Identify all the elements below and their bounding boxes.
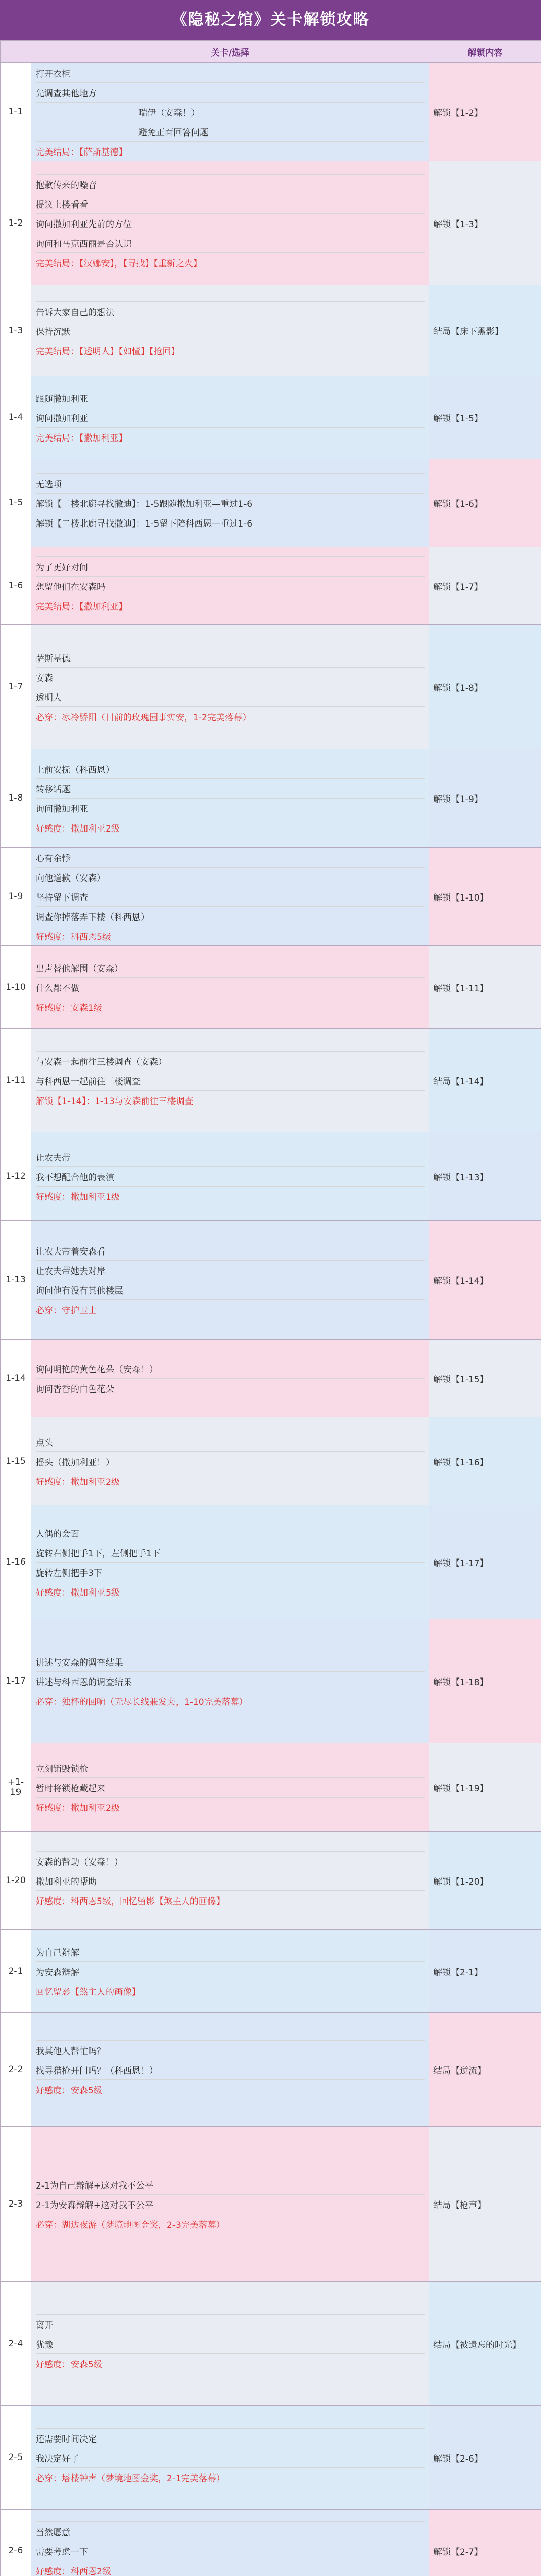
row-content: [31, 1930, 429, 2013]
row-note: 完美结局：【萨斯基德】: [36, 141, 425, 161]
row-line: 为了更好对间: [36, 556, 425, 576]
row-line: 我决定好了: [36, 2448, 425, 2467]
row-line: 提议上楼看看: [36, 194, 425, 213]
row-content: [31, 2127, 429, 2282]
row-line: 心有余悸: [36, 848, 425, 867]
row-id: 1-1: [1, 63, 31, 161]
row-content: [31, 2282, 429, 2406]
table-row: [1, 2510, 541, 2576]
table-body: [1, 63, 541, 2576]
row-unlock: 解锁【1-11】: [429, 946, 541, 1029]
row-note: 好感度：安森5级: [36, 2353, 425, 2373]
row-note: 必穿：独杯的回响（无尽长线兼发夹，1-10完美落幕）: [36, 1691, 425, 1710]
table-row: [1, 1619, 541, 1743]
row-content: [31, 1743, 429, 1832]
row-id: 1-4: [1, 376, 31, 459]
row-line: 透明人: [36, 687, 425, 706]
row-line: 我其他人帮忙吗？: [36, 2040, 425, 2060]
header-id: [1, 41, 31, 63]
row-id: 1-13: [1, 1221, 31, 1340]
row-line: 转移话题: [36, 778, 425, 798]
row-line: 人偶的会面: [36, 1523, 425, 1543]
row-line: 让农夫带着安森看: [36, 1241, 425, 1260]
table-row: [1, 946, 541, 1029]
row-unlock: 解锁【1-7】: [429, 547, 541, 625]
row-id: 2-3: [1, 2127, 31, 2282]
row-note: 回忆留影【煞主人的画像】: [36, 1981, 425, 2001]
row-note: 完美结局：【汉娜安】，【寻找】【重新之火】: [36, 252, 425, 272]
row-unlock: 解锁【1-6】: [429, 459, 541, 547]
table-row: [1, 848, 541, 946]
row-line: 抱歉传来的噪音: [36, 174, 425, 194]
row-line: 询问他有没有其他楼层: [36, 1280, 425, 1299]
table-row: [1, 749, 541, 848]
row-id: 1-10: [1, 946, 31, 1029]
guide-table-container: [0, 40, 541, 2576]
row-line: 点头: [36, 1432, 425, 1451]
row-unlock: 结局【逆流】: [429, 2013, 541, 2127]
row-note: 好感度：撒加利亚1级: [36, 1186, 425, 1206]
row-line: 当然愿意: [36, 2521, 425, 2541]
row-line: 询问撒加利亚先前的方位: [36, 213, 425, 233]
row-content: [31, 376, 429, 459]
row-id: 2-6: [1, 2510, 31, 2576]
row-note: 必穿：冰冷骄阳（目前的玫瑰园事实安，1-2完美落幕）: [36, 706, 425, 726]
row-id: 1-8: [1, 749, 31, 848]
row-line: 旋转右侧把手1下，左侧把手1下: [36, 1543, 425, 1562]
row-line: 与科西恩一起前往三楼调查: [36, 1071, 425, 1090]
row-line: 摇头（撒加利亚！）: [36, 1451, 425, 1471]
row-id: 1-5: [1, 459, 31, 547]
row-note: 必穿：湖边夜游（梦境地图金奖，2-3完美落幕）: [36, 2214, 425, 2233]
row-line: 上前安抚（科西恩）: [36, 759, 425, 778]
row-unlock: 解锁【1-8】: [429, 625, 541, 749]
row-line: 与安森一起前往三楼调查（安森）: [36, 1051, 425, 1071]
row-line: 询问撒加利亚: [36, 798, 425, 818]
row-id: 2-5: [1, 2406, 31, 2510]
table-row: [1, 1132, 541, 1221]
row-content: [31, 1340, 429, 1417]
row-line: 让农夫带: [36, 1147, 425, 1166]
row-id: +1-19: [1, 1743, 31, 1832]
row-unlock: 解锁【1-2】: [429, 63, 541, 161]
row-line: 旋转左侧把手3下: [36, 1562, 425, 1582]
row-unlock: 结局【被遗忘的时光】: [429, 2282, 541, 2406]
row-unlock: 解锁【1-19】: [429, 1743, 541, 1832]
table-row: [1, 459, 541, 547]
header-level: 关卡/选择: [31, 41, 429, 63]
row-unlock: 解锁【1-14】: [429, 1221, 541, 1340]
row-id: 1-16: [1, 1505, 31, 1619]
row-content: [31, 63, 429, 161]
table-row: [1, 63, 541, 161]
row-content: [31, 161, 429, 285]
row-id: 1-11: [1, 1029, 31, 1132]
row-note: 必穿：守护卫士: [36, 1299, 425, 1319]
row-line: 出声替他解围（安森）: [36, 958, 425, 977]
row-line: 解锁【二楼北廊寻找撒迪】：1-5跟随撒加利亚—重过1-6: [36, 493, 425, 513]
row-line: 安森: [36, 667, 425, 687]
row-line: 讲述与科西恩的调查结果: [36, 1671, 425, 1691]
row-note: 好感度：科西恩5级，回忆留影【煞主人的画像】: [36, 1890, 425, 1910]
row-note: 好感度：撒加利亚2级: [36, 1797, 425, 1817]
row-note: 必穿：塔楼钟声（梦境地图金奖，2-1完美落幕）: [36, 2467, 425, 2487]
row-content: [31, 1832, 429, 1930]
row-unlock: 解锁【1-3】: [429, 161, 541, 285]
row-line: 什么都不做: [36, 977, 425, 997]
row-note: 完美结局：【撒加利亚】: [36, 596, 425, 615]
table-row: [1, 1029, 541, 1132]
row-content: [31, 2406, 429, 2510]
row-line: 无选项: [36, 473, 425, 493]
row-id: 1-15: [1, 1417, 31, 1505]
row-line: 讲述与安森的调查结果: [36, 1652, 425, 1671]
row-unlock: 解锁【2-6】: [429, 2406, 541, 2510]
row-unlock: 解锁【1-10】: [429, 848, 541, 946]
row-content: [31, 547, 429, 625]
row-content: [31, 2510, 429, 2576]
row-note: 好感度：撒加利亚2级: [36, 818, 425, 837]
row-note: 完美结局：【透明人】【如懂】【抢回】: [36, 341, 425, 360]
row-id: 2-2: [1, 2013, 31, 2127]
table-row: [1, 625, 541, 749]
row-content: [31, 285, 429, 376]
row-line: 2-1为自己辩解+这对我不公平: [36, 2175, 425, 2194]
row-line: 调查你掉落弄下楼（科西恩）: [36, 906, 425, 926]
table-row: [1, 1417, 541, 1505]
row-line: 告诉大家自己的想法: [36, 301, 425, 321]
row-content: [31, 1417, 429, 1505]
row-content: [31, 625, 429, 749]
table-row: [1, 2406, 541, 2510]
row-note: 好感度：安森1级: [36, 997, 425, 1016]
row-line: 为自己辩解: [36, 1942, 425, 1961]
table-row: [1, 1221, 541, 1340]
row-line: 向他道歉（安森）: [36, 867, 425, 887]
row-id: 1-17: [1, 1619, 31, 1743]
row-id: 2-1: [1, 1930, 31, 2013]
row-content: [31, 749, 429, 848]
row-id: 1-2: [1, 161, 31, 285]
table-row: [1, 161, 541, 285]
row-note: 好感度：撒加利亚5级: [36, 1582, 425, 1601]
row-line: 为安森辩解: [36, 1961, 425, 1981]
row-unlock: 解锁【1-18】: [429, 1619, 541, 1743]
row-line: 我不想配合他的表演: [36, 1166, 425, 1186]
row-content: [31, 459, 429, 547]
table-row: [1, 1832, 541, 1930]
row-line: 2-1为安森辩解+这对我不公平: [36, 2194, 425, 2214]
row-content: [31, 1221, 429, 1340]
row-note: 好感度：科西恩5级: [36, 926, 425, 945]
row-unlock: 结局【1-14】: [429, 1029, 541, 1132]
row-content: [31, 848, 429, 946]
row-unlock: 解锁【1-5】: [429, 376, 541, 459]
page-title: 《隐秘之馆》关卡解锁攻略: [0, 0, 541, 40]
table-row: [1, 1505, 541, 1619]
table-row: [1, 2282, 541, 2406]
row-unlock: 解锁【2-7】: [429, 2510, 541, 2576]
row-id: 1-14: [1, 1340, 31, 1417]
table-row: [1, 1930, 541, 2013]
row-note: 好感度：撒加利亚2级: [36, 1471, 425, 1490]
row-id: 1-3: [1, 285, 31, 376]
row-content: [31, 946, 429, 1029]
table-header-row: [1, 41, 541, 63]
table-row: [1, 1340, 541, 1417]
header-unlock: 解锁内容: [429, 41, 541, 63]
table-row: [1, 2127, 541, 2282]
row-note: 解锁【1-14】：1-13与安森前往三楼调查: [36, 1090, 425, 1110]
row-id: 2-4: [1, 2282, 31, 2406]
row-id: 1-20: [1, 1832, 31, 1930]
row-line: 安森的帮助（安森！）: [36, 1851, 425, 1871]
row-id: 1-9: [1, 848, 31, 946]
row-line: 坚持留下调查: [36, 887, 425, 906]
row-unlock: 解锁【1-17】: [429, 1505, 541, 1619]
row-id: 1-7: [1, 625, 31, 749]
row-sub-line: 避免正面回答问题: [36, 122, 425, 141]
row-id: 1-12: [1, 1132, 31, 1221]
row-line: 打开衣柜: [36, 63, 425, 82]
row-line: 保持沉默: [36, 321, 425, 341]
table-row: [1, 547, 541, 625]
row-line: 想留他们在安森吗: [36, 576, 425, 596]
row-line: 找寻猎枪开门吗？（科西恩！）: [36, 2060, 425, 2079]
row-line: 询问撒加利亚: [36, 408, 425, 427]
row-line: 需要考虑一下: [36, 2541, 425, 2561]
row-unlock: 结局【床下黑影】: [429, 285, 541, 376]
row-unlock: 解锁【1-20】: [429, 1832, 541, 1930]
row-note: 好感度：安森5级: [36, 2079, 425, 2099]
row-unlock: 解锁【2-1】: [429, 1930, 541, 2013]
row-line: 撒加利亚的帮助: [36, 1871, 425, 1890]
guide-table: [0, 40, 541, 2576]
row-line: 立刻销毁锁枪: [36, 1758, 425, 1777]
row-unlock: 结局【枪声】: [429, 2127, 541, 2282]
table-row: [1, 376, 541, 459]
row-unlock: 解锁【1-15】: [429, 1340, 541, 1417]
row-unlock: 解锁【1-16】: [429, 1417, 541, 1505]
row-line: 萨斯基德: [36, 648, 425, 667]
row-content: [31, 2013, 429, 2127]
row-line: 先调查其他地方: [36, 82, 425, 102]
row-content: [31, 1505, 429, 1619]
table-row: [1, 285, 541, 376]
row-unlock: 解锁【1-9】: [429, 749, 541, 848]
row-sub-line: 瑞伊（安森！）: [36, 102, 425, 122]
row-unlock: 解锁【1-13】: [429, 1132, 541, 1221]
row-id: 1-6: [1, 547, 31, 625]
row-line: 询问香香的白色花朵: [36, 1378, 425, 1398]
table-row: [1, 2013, 541, 2127]
row-line: 让农夫带她去对岸: [36, 1260, 425, 1280]
row-line: 询问和马克西丽是否认识: [36, 233, 425, 252]
row-line: 暂时将锁枪藏起来: [36, 1777, 425, 1797]
row-line: 离开: [36, 2314, 425, 2334]
row-line: 跟随撒加利亚: [36, 388, 425, 408]
row-line: 还需要时间决定: [36, 2428, 425, 2448]
row-content: [31, 1029, 429, 1132]
table-row: [1, 1743, 541, 1832]
row-content: [31, 1619, 429, 1743]
row-line: 询问明艳的黄色花朵（安森！）: [36, 1359, 425, 1378]
row-content: [31, 1132, 429, 1221]
row-note: 好感度：科西恩2级: [36, 2561, 425, 2576]
row-note: 完美结局：【撒加利亚】: [36, 427, 425, 447]
row-line: 犹豫: [36, 2334, 425, 2353]
row-line: 解锁【二楼北廊寻找撒迪】：1-5留下陪科西恩—重过1-6: [36, 513, 425, 532]
